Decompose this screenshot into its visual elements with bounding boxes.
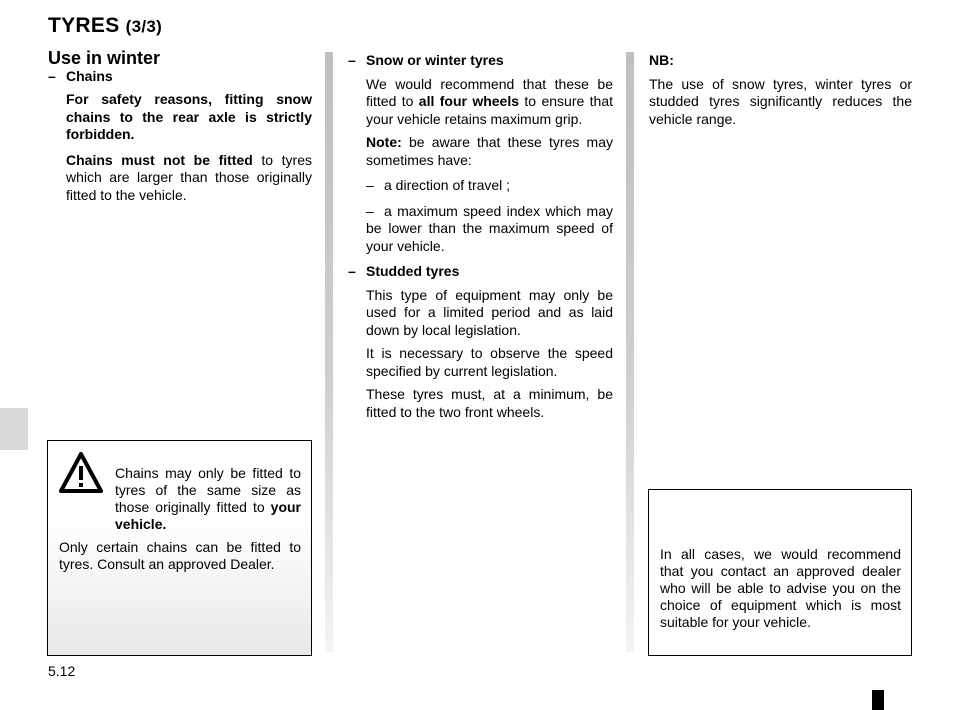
page-title xyxy=(48,14,162,38)
column-divider-left xyxy=(325,52,333,652)
nb-text: The use of snow tyres, winter tyres or studded tyres significantly reduces the vehicle range. xyxy=(649,75,912,127)
studded-paragraph-3: These tyres must, at a minimum, be fitted to the two front wheels. xyxy=(366,386,613,420)
studded-paragraph-1: This type of equipment may only be used for a limited period and as laid down by local legislation. xyxy=(366,286,613,338)
sub-dash-1: – xyxy=(366,177,374,193)
page-number: 5.12 xyxy=(48,663,76,679)
chains-not-fitted-rest: to tyres which are larger than those originally fitted to the vehicle. xyxy=(66,151,313,203)
snow-note xyxy=(348,134,613,169)
sub-dash-2: – xyxy=(366,202,374,219)
chains-fitting-text xyxy=(48,152,312,205)
nb-label: NB: xyxy=(649,52,674,68)
studded-title: Studded tyres xyxy=(366,263,460,279)
note-text: be aware that these tyres may sometimes have: xyxy=(366,134,613,168)
column-divider-right xyxy=(626,52,634,652)
snow-p1-b: to ensure that your vehicle retains maximum grip. xyxy=(366,93,614,127)
studded-paragraph-2: It is necessary to observe the speed specified by current legislation. xyxy=(366,345,613,379)
chains-title: Chains xyxy=(66,67,113,84)
note-label: Note: xyxy=(366,134,402,150)
warning-text-bold: your vehicle. xyxy=(115,499,301,532)
warning-text-secondary: Only certain chains can be fitted to tyres. Consult an approved Dealer. xyxy=(59,539,301,572)
snow-paragraph xyxy=(348,76,613,129)
warning-text xyxy=(115,465,301,533)
column-1 xyxy=(48,50,312,204)
studded-dash: – xyxy=(348,263,356,279)
studded-item-title xyxy=(348,263,613,281)
snow-item-title xyxy=(348,52,613,70)
section-heading: Use in winter xyxy=(48,48,161,68)
snow-p1-a: We would recommend that these be fitted to xyxy=(366,75,613,109)
warning-box xyxy=(47,440,312,656)
column-3 xyxy=(649,52,912,128)
snow-dash: – xyxy=(348,52,356,68)
warning-text-regular: Chains may only be fitted to tyres of the same size as those originally fitted to xyxy=(115,465,301,515)
chains-item-title xyxy=(48,68,312,86)
title-text: TYRES xyxy=(48,14,120,37)
snow-title: Snow or winter tyres xyxy=(366,52,504,68)
snow-sub-item-1 xyxy=(348,177,613,195)
sub-item-1-text: a direction of travel ; xyxy=(384,177,511,193)
recommendation-text: In all cases, we would recommend that you contact an approved dealer who will be able to advise you on the choice of equipment which is most suitable for your vehicle. xyxy=(660,546,901,630)
section-tab xyxy=(0,408,28,450)
chains-not-fitted-bold: Chains must not be fitted xyxy=(66,151,253,168)
sub-item-2-text: a maximum speed index which may be lower than the maximum speed of your vehicle. xyxy=(366,202,613,254)
snow-p1-bold: all four wheels xyxy=(418,93,520,109)
footer-mark xyxy=(872,690,884,710)
recommendation-box xyxy=(648,489,912,656)
title-part: (3/3) xyxy=(125,17,163,36)
chains-safety-text: For safety reasons, fitting snow chains to the rear axle is strictly forbidden. xyxy=(66,91,312,142)
snow-sub-item-2 xyxy=(348,203,613,256)
chains-dash: – xyxy=(48,67,56,84)
warning-triangle-icon xyxy=(58,451,104,495)
column-2 xyxy=(348,52,613,421)
